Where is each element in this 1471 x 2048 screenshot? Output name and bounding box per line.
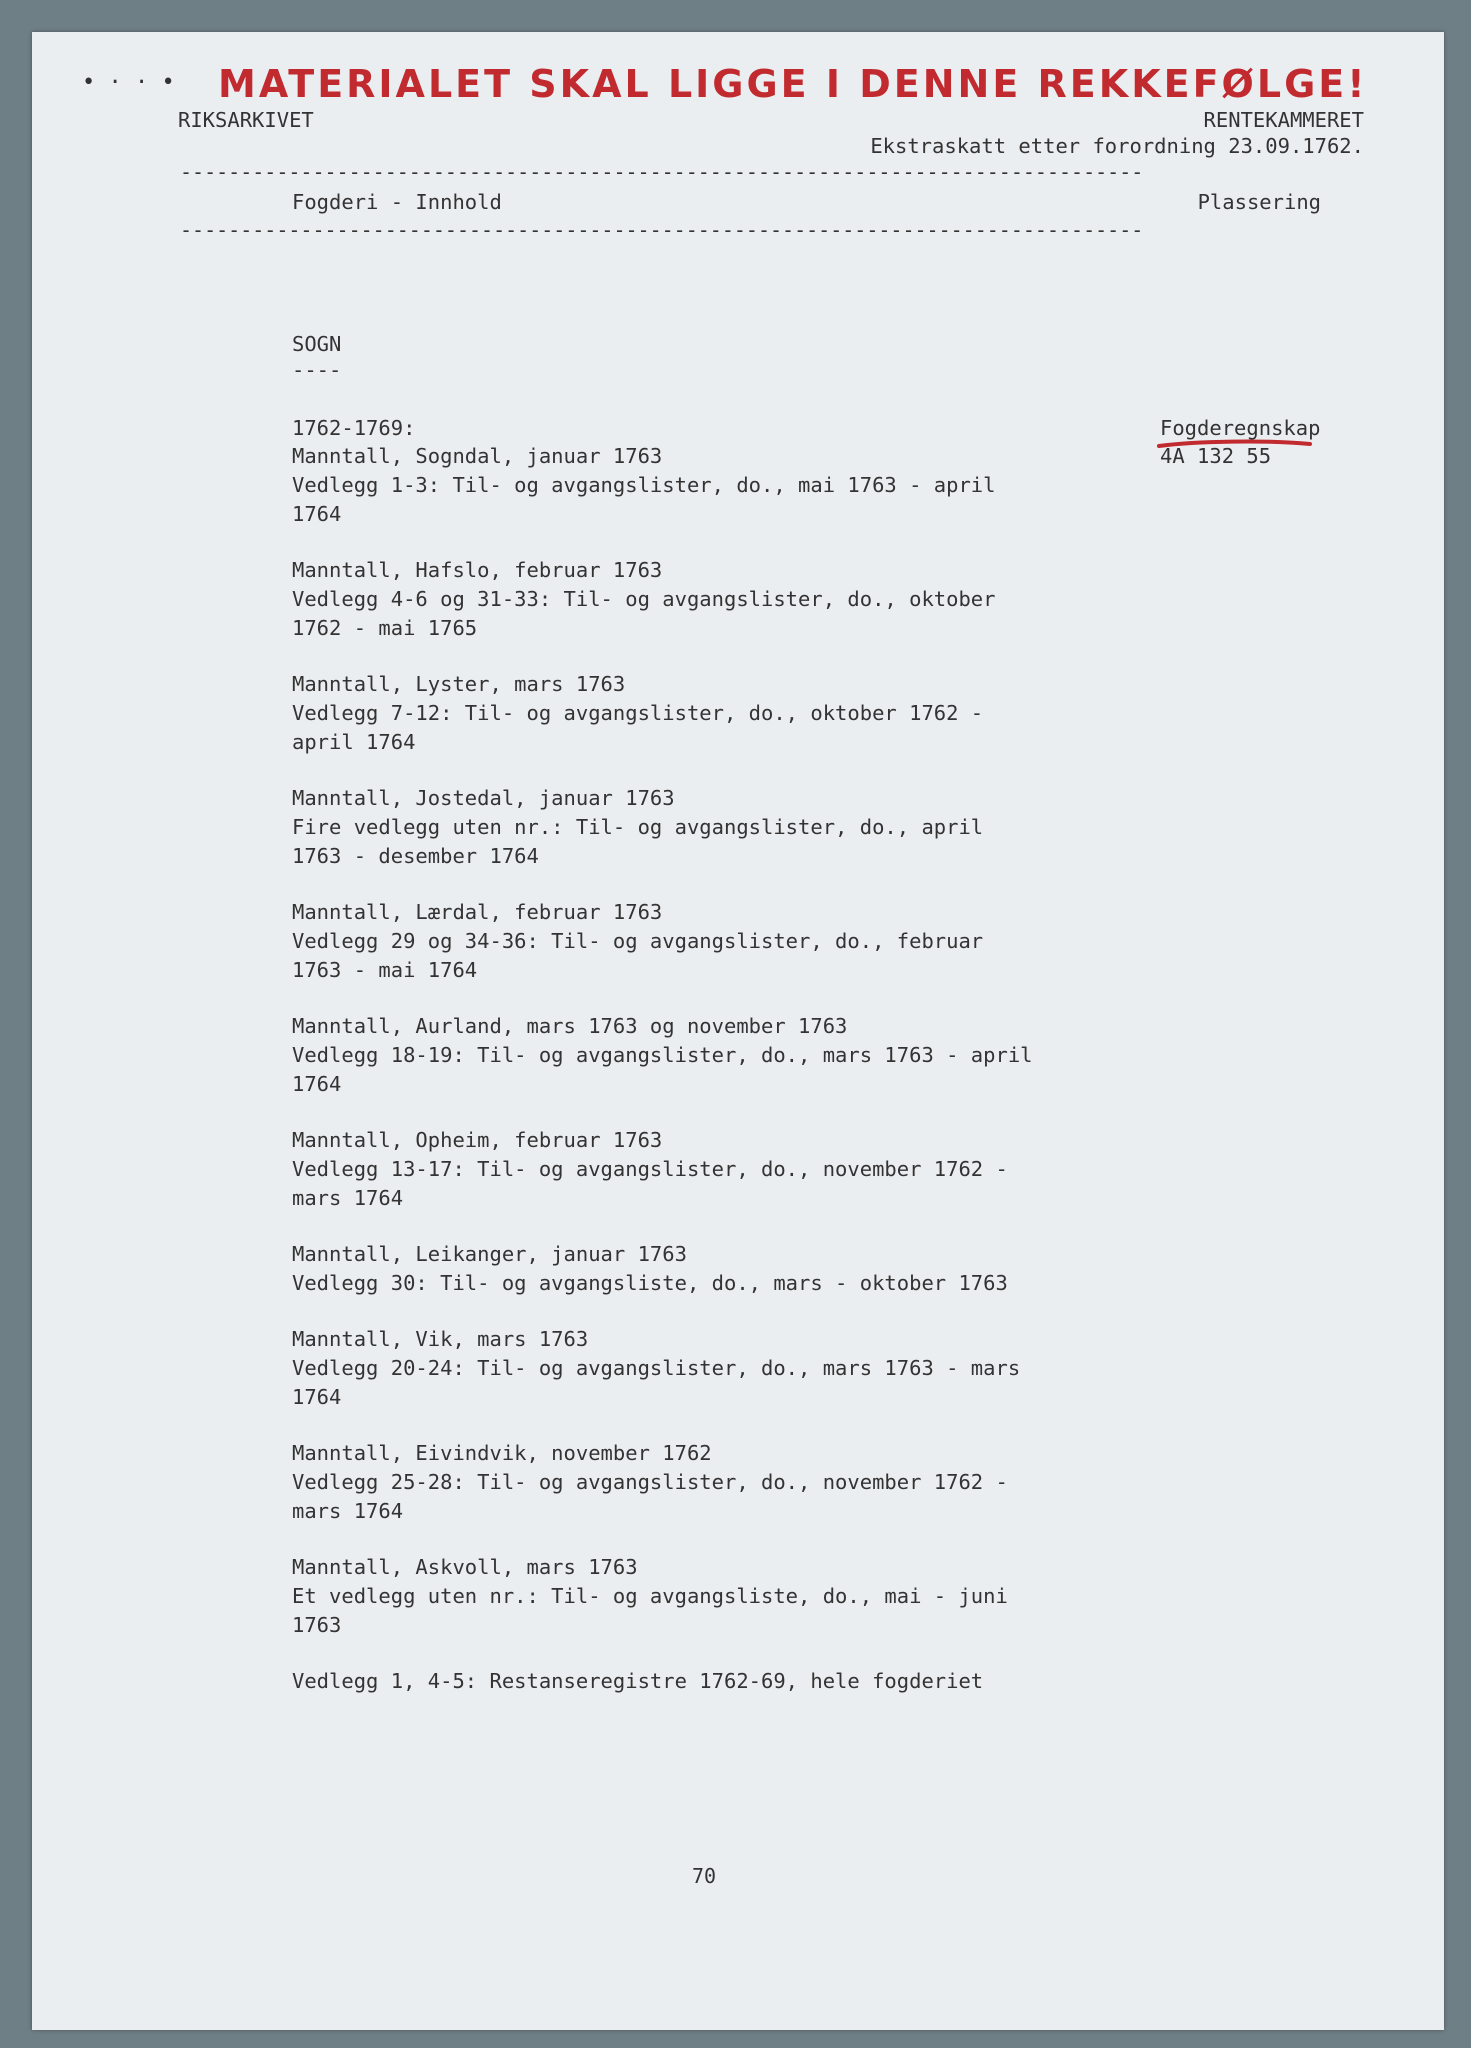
list-item — [292, 784, 1192, 871]
entry-line: Vedlegg 7-12: Til- og avgangslister, do., oktober 1762 - — [292, 701, 984, 725]
entry-line: 1764 — [292, 502, 342, 526]
entry-list — [292, 442, 1192, 1723]
entry-line: 1764 — [292, 1385, 342, 1409]
entry-line: Vedlegg 25-28: Til- og avgangslister, do., november 1762 - — [292, 1470, 1008, 1494]
list-item — [292, 1325, 1192, 1412]
entry-line: Vedlegg 1-3: Til- og avgangslister, do., mai 1763 - april — [292, 473, 996, 497]
entry-line: 1763 - mai 1764 — [292, 958, 478, 982]
placement-code: 4A 132 55 — [1160, 444, 1272, 468]
section-title-rule: ---- — [292, 358, 342, 382]
entry-line: april 1764 — [292, 730, 416, 754]
list-item — [292, 898, 1192, 985]
tax-reference: Ekstraskatt etter forordning 23.09.1762. — [870, 134, 1364, 158]
list-item — [292, 670, 1192, 757]
department-name: RENTEKAMMERET — [1203, 108, 1364, 132]
entry-line: Manntall, Lærdal, februar 1763 — [292, 900, 663, 924]
entry-line: Vedlegg 4-6 og 31-33: Til- og avgangslister, do., oktober — [292, 587, 996, 611]
entry-line: 1764 — [292, 1072, 342, 1096]
entry-line: Et vedlegg uten nr.: Til- og avgangsliste, do., mai - juni — [292, 1584, 1008, 1608]
section-title: SOGN — [292, 332, 342, 356]
entry-line: Manntall, Eivindvik, november 1762 — [292, 1441, 712, 1465]
entry-line: Fire vedlegg uten nr.: Til- og avgangslister, do., april — [292, 815, 984, 839]
list-item — [292, 1240, 1192, 1298]
column-header-content: Fogderi - Innhold — [292, 190, 502, 214]
entry-line: Vedlegg 13-17: Til- og avgangslister, do., november 1762 - — [292, 1157, 1008, 1181]
period-label: 1762-1769: — [292, 416, 416, 440]
archive-name: RIKSARKIVET — [178, 108, 314, 132]
entry-line: mars 1764 — [292, 1186, 404, 1210]
entry-line: Manntall, Leikanger, januar 1763 — [292, 1242, 687, 1266]
entry-line: Manntall, Jostedal, januar 1763 — [292, 786, 675, 810]
entry-line: Vedlegg 18-19: Til- og avgangslister, do., mars 1763 - april — [292, 1043, 1033, 1067]
entry-line: 1762 - mai 1765 — [292, 616, 478, 640]
header-rule-bottom: -------------------------------------------------------------------------------- — [180, 218, 1144, 242]
entry-line: 1763 - desember 1764 — [292, 844, 539, 868]
list-item — [292, 1126, 1192, 1213]
entry-line: Vedlegg 29 og 34-36: Til- og avgangslister, do., februar — [292, 929, 984, 953]
handwritten-note: MATERIALET SKAL LIGGE I DENNE REKKEFØLGE! — [218, 62, 1368, 106]
list-item — [292, 442, 1192, 529]
list-item — [292, 1553, 1192, 1640]
entry-line: Manntall, Aurland, mars 1763 og november 1763 — [292, 1014, 848, 1038]
column-header-placement: Plassering — [1197, 190, 1321, 214]
header-rule-top: -------------------------------------------------------------------------------- — [180, 160, 1144, 184]
entry-line: Manntall, Vik, mars 1763 — [292, 1327, 589, 1351]
entry-line: Manntall, Askvoll, mars 1763 — [292, 1555, 638, 1579]
list-item — [292, 1667, 1192, 1696]
entry-line: Manntall, Hafslo, februar 1763 — [292, 558, 663, 582]
entry-line: mars 1764 — [292, 1499, 404, 1523]
entry-line: Manntall, Opheim, februar 1763 — [292, 1128, 663, 1152]
punch-marks: • · · • — [82, 70, 175, 95]
list-item — [292, 1439, 1192, 1526]
placement-label: Fogderegnskap — [1160, 416, 1321, 440]
entry-line: 1763 — [292, 1613, 342, 1637]
entry-line: Manntall, Sogndal, januar 1763 — [292, 444, 663, 468]
document-page — [32, 32, 1444, 2030]
entry-line: Vedlegg 20-24: Til- og avgangslister, do., mars 1763 - mars — [292, 1356, 1021, 1380]
entry-line: Vedlegg 1, 4-5: Restanseregistre 1762-69, hele fogderiet — [292, 1669, 984, 1693]
list-item — [292, 1012, 1192, 1099]
entry-line: Vedlegg 30: Til- og avgangsliste, do., mars - oktober 1763 — [292, 1271, 1008, 1295]
page-number: 70 — [692, 1864, 717, 1888]
entry-line: Manntall, Lyster, mars 1763 — [292, 672, 626, 696]
list-item — [292, 556, 1192, 643]
